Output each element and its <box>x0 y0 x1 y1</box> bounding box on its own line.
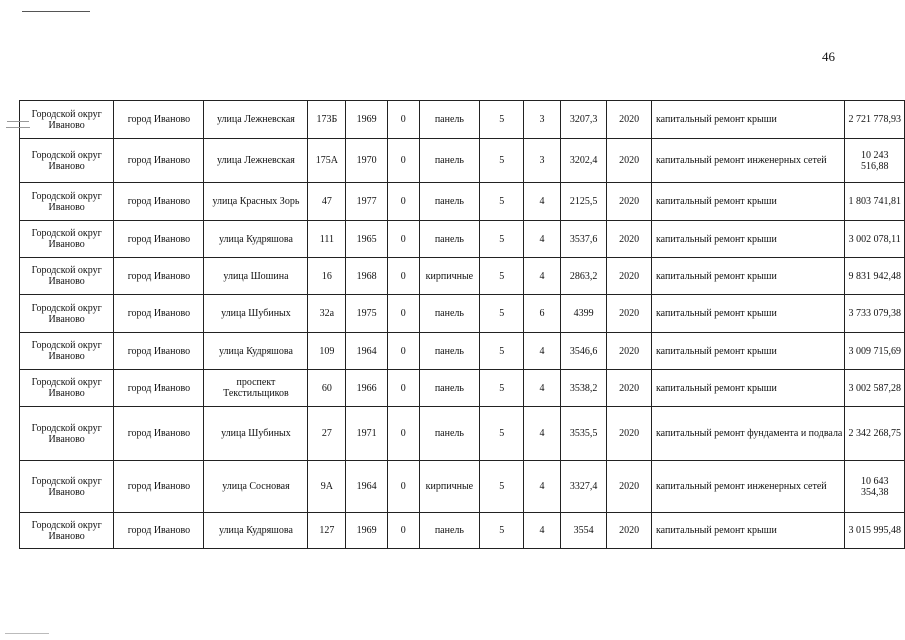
table-cell: 2020 <box>607 258 652 295</box>
table-cell: капитальный ремонт инженерных сетей <box>651 139 844 183</box>
table-cell: 0 <box>387 407 419 461</box>
table-cell: капитальный ремонт инженерных сетей <box>651 461 844 513</box>
table-cell: 3535,5 <box>560 407 607 461</box>
table-cell: 0 <box>387 461 419 513</box>
table-cell: Городской округ Иваново <box>20 183 114 221</box>
table-cell: 3 <box>524 101 561 139</box>
table-cell: 1 803 741,81 <box>845 183 905 221</box>
table-cell: город Иваново <box>114 461 204 513</box>
table-cell: капитальный ремонт крыши <box>651 333 844 370</box>
table-cell: 4 <box>524 370 561 407</box>
table-cell: 2020 <box>607 221 652 258</box>
table-cell: панель <box>419 513 480 549</box>
table-cell: 0 <box>387 295 419 333</box>
table-cell: 3202,4 <box>560 139 607 183</box>
table-cell: город Иваново <box>114 513 204 549</box>
table-cell: 10 243 516,88 <box>845 139 905 183</box>
table-cell: 5 <box>480 513 524 549</box>
table-cell: 4 <box>524 513 561 549</box>
table-cell: улица Шубиных <box>204 295 308 333</box>
table-cell: 4 <box>524 183 561 221</box>
table-row <box>20 258 905 295</box>
table-cell: 3538,2 <box>560 370 607 407</box>
table-cell: 3 002 587,28 <box>845 370 905 407</box>
table-cell: 6 <box>524 295 561 333</box>
table-cell: улица Сосновая <box>204 461 308 513</box>
table-cell: капитальный ремонт крыши <box>651 258 844 295</box>
table-cell: 1964 <box>346 461 388 513</box>
table-cell: 2125,5 <box>560 183 607 221</box>
table-cell: 2020 <box>607 407 652 461</box>
table-cell: 0 <box>387 101 419 139</box>
table-cell: город Иваново <box>114 221 204 258</box>
table-cell: панель <box>419 370 480 407</box>
table-cell: 127 <box>308 513 346 549</box>
table-row <box>20 407 905 461</box>
table-cell: улица Красных Зорь <box>204 183 308 221</box>
table-cell: панель <box>419 295 480 333</box>
table-cell: 5 <box>480 221 524 258</box>
table-cell: 2 721 778,93 <box>845 101 905 139</box>
table-cell: Городской округ Иваново <box>20 139 114 183</box>
table-cell: капитальный ремонт крыши <box>651 370 844 407</box>
table-cell: 3 <box>524 139 561 183</box>
table-cell: 0 <box>387 333 419 370</box>
table-cell: 109 <box>308 333 346 370</box>
table-cell: капитальный ремонт крыши <box>651 295 844 333</box>
table-cell: 2020 <box>607 139 652 183</box>
table-cell: Городской округ Иваново <box>20 258 114 295</box>
table-cell: 5 <box>480 295 524 333</box>
table-cell: кирпичные <box>419 461 480 513</box>
table-cell: 3554 <box>560 513 607 549</box>
table-cell: 1975 <box>346 295 388 333</box>
table-cell: 111 <box>308 221 346 258</box>
housing-repair-table <box>19 100 905 549</box>
table-cell: 4 <box>524 461 561 513</box>
table-row <box>20 139 905 183</box>
table-cell: 4 <box>524 258 561 295</box>
table-cell: 3 733 079,38 <box>845 295 905 333</box>
table-cell: 1965 <box>346 221 388 258</box>
table-cell: 2020 <box>607 295 652 333</box>
table-cell: 1968 <box>346 258 388 295</box>
table-row <box>20 461 905 513</box>
table-cell: 2020 <box>607 333 652 370</box>
table-cell: 0 <box>387 221 419 258</box>
table-cell: 5 <box>480 407 524 461</box>
table-cell: 4 <box>524 221 561 258</box>
table-cell: 0 <box>387 370 419 407</box>
table-cell: 3 009 715,69 <box>845 333 905 370</box>
table-cell: город Иваново <box>114 258 204 295</box>
table-cell: 1966 <box>346 370 388 407</box>
table-cell: 32а <box>308 295 346 333</box>
table-row <box>20 101 905 139</box>
table-row <box>20 513 905 549</box>
table-cell: панель <box>419 183 480 221</box>
table-cell: 1970 <box>346 139 388 183</box>
table-row <box>20 295 905 333</box>
table-row <box>20 221 905 258</box>
table-cell: город Иваново <box>114 183 204 221</box>
table-cell: 3327,4 <box>560 461 607 513</box>
top-rule <box>22 11 90 12</box>
table-cell: 1969 <box>346 513 388 549</box>
table-cell: Городской округ Иваново <box>20 461 114 513</box>
table-cell: панель <box>419 221 480 258</box>
table-cell: улица Шошина <box>204 258 308 295</box>
table-cell: город Иваново <box>114 370 204 407</box>
table-cell: город Иваново <box>114 333 204 370</box>
table-cell: 173Б <box>308 101 346 139</box>
table-cell: 27 <box>308 407 346 461</box>
table-cell: 0 <box>387 183 419 221</box>
table-cell: 4 <box>524 407 561 461</box>
table-cell: 4399 <box>560 295 607 333</box>
table-cell: 175А <box>308 139 346 183</box>
table-cell: 3537,6 <box>560 221 607 258</box>
table-cell: 2020 <box>607 513 652 549</box>
table-cell: капитальный ремонт фундамента и подвала <box>651 407 844 461</box>
table-cell: капитальный ремонт крыши <box>651 221 844 258</box>
table-cell: Городской округ Иваново <box>20 333 114 370</box>
table-cell: панель <box>419 407 480 461</box>
table-cell: панель <box>419 139 480 183</box>
table-cell: Городской округ Иваново <box>20 407 114 461</box>
table-cell: улица Лежневская <box>204 101 308 139</box>
table-cell: 47 <box>308 183 346 221</box>
table-cell: капитальный ремонт крыши <box>651 101 844 139</box>
table-cell: 3207,3 <box>560 101 607 139</box>
table-row <box>20 333 905 370</box>
table-cell: 2020 <box>607 370 652 407</box>
table-cell: 1969 <box>346 101 388 139</box>
scan-mark <box>5 633 49 634</box>
table-cell: кирпичные <box>419 258 480 295</box>
table-cell: 4 <box>524 333 561 370</box>
table-cell: Городской округ Иваново <box>20 370 114 407</box>
table-cell: 2 342 268,75 <box>845 407 905 461</box>
table-cell: 16 <box>308 258 346 295</box>
table-cell: 10 643 354,38 <box>845 461 905 513</box>
table-cell: 2863,2 <box>560 258 607 295</box>
table-cell: 1977 <box>346 183 388 221</box>
table-cell: улица Шубиных <box>204 407 308 461</box>
table-cell: город Иваново <box>114 101 204 139</box>
table-cell: 5 <box>480 333 524 370</box>
table-cell: капитальный ремонт крыши <box>651 513 844 549</box>
table-cell: Городской округ Иваново <box>20 513 114 549</box>
table-cell: 3 015 995,48 <box>845 513 905 549</box>
table-cell: 9А <box>308 461 346 513</box>
table-cell: 5 <box>480 461 524 513</box>
table-cell: Городской округ Иваново <box>20 221 114 258</box>
table-cell: 5 <box>480 139 524 183</box>
table-cell: улица Кудряшова <box>204 333 308 370</box>
table-cell: 0 <box>387 513 419 549</box>
table-cell: 5 <box>480 258 524 295</box>
table-cell: улица Лежневская <box>204 139 308 183</box>
table-cell: 2020 <box>607 183 652 221</box>
table-cell: 5 <box>480 370 524 407</box>
table-cell: 0 <box>387 139 419 183</box>
table-cell: улица Кудряшова <box>204 221 308 258</box>
table-cell: 0 <box>387 258 419 295</box>
table-cell: 5 <box>480 101 524 139</box>
table-cell: 9 831 942,48 <box>845 258 905 295</box>
table-cell: капитальный ремонт крыши <box>651 183 844 221</box>
scan-mark <box>7 121 29 122</box>
table-cell: 2020 <box>607 461 652 513</box>
table-cell: 60 <box>308 370 346 407</box>
table-row <box>20 183 905 221</box>
table-cell: город Иваново <box>114 407 204 461</box>
table-cell: панель <box>419 333 480 370</box>
table-cell: 1971 <box>346 407 388 461</box>
table-cell: Городской округ Иваново <box>20 101 114 139</box>
table-cell: проспект Текстильщиков <box>204 370 308 407</box>
table-cell: город Иваново <box>114 295 204 333</box>
table-cell: город Иваново <box>114 139 204 183</box>
scan-mark <box>6 127 30 128</box>
page-number: 46 <box>822 49 835 64</box>
table-cell: панель <box>419 101 480 139</box>
table-cell: 2020 <box>607 101 652 139</box>
table-cell: 3546,6 <box>560 333 607 370</box>
table-cell: 3 002 078,11 <box>845 221 905 258</box>
table-cell: 5 <box>480 183 524 221</box>
table-cell: улица Кудряшова <box>204 513 308 549</box>
table-row <box>20 370 905 407</box>
table-cell: Городской округ Иваново <box>20 295 114 333</box>
table-cell: 1964 <box>346 333 388 370</box>
